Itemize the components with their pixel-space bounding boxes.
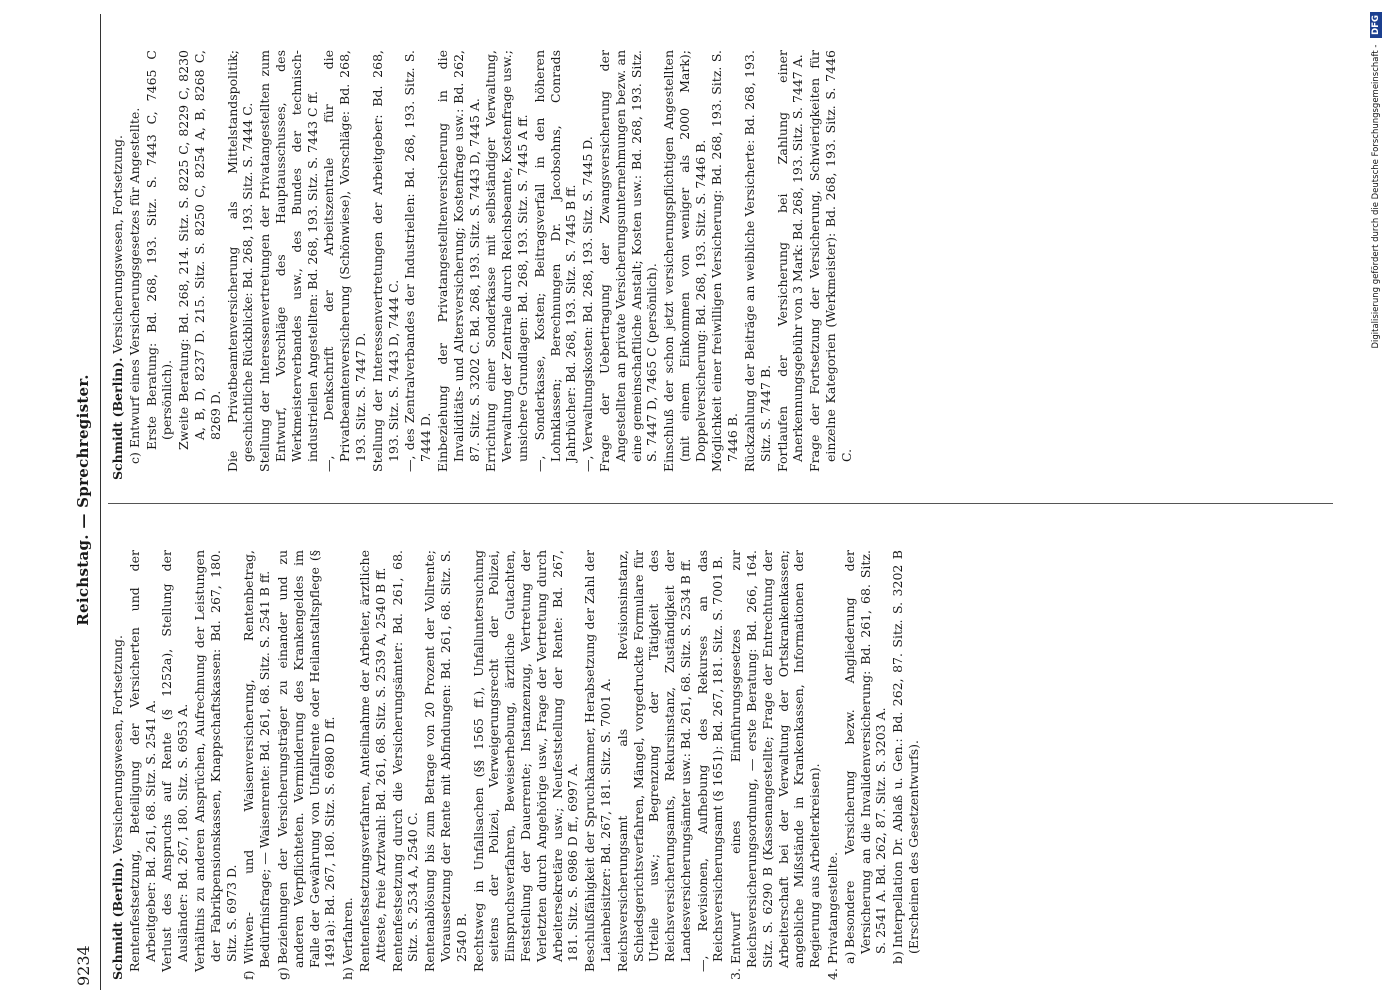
entry-text: Privatangestellte. [825, 851, 841, 964]
entry-text: Einschluß der schon jetzt versicherungspflichtigen Angestellten (mit einem Einkommen von weniger als 2000 Mark); Doppelversicherung: Bd. 268, 193. Sitz. S. 7446 B. [661, 50, 708, 472]
section-continuation: Versicherungswesen, Fortsetzung. [110, 135, 125, 354]
register-entry [321, 50, 368, 480]
entry-text: Witwen- und Waisenversicherung, Rentenbetrag, Bedürfnisfrage; — Waisenrente: Bd. 261, 68. Sitz. S. 2541 B ff. [241, 550, 273, 968]
register-entry [483, 50, 530, 480]
column-divider [108, 503, 1333, 504]
rotated-document-page [58, 0, 1373, 1000]
register-entry [435, 50, 482, 480]
entry-text: Möglichkeit einer freiwilligen Versicherung: Bd. 268, 193. Sitz. S. 7446 B. [709, 50, 741, 472]
entry-text: Fortlaufen der Versicherung bei Zahlung einer Anerkennungsgebühr von 3 Mark: Bd. 268, 193. Sitz. S. 7447 A. [774, 50, 806, 472]
entry-text: Rentenfestsetzung durch die Versicherungsämter: Bd. 261, 68. Sitz. S. 2534 A, 2540 C. [389, 550, 421, 972]
header-rule [100, 14, 101, 990]
entry-text: Interpellation Dr. Ablaß u. Gen.: Bd. 262, 87. Sitz. S. 3202 B (Erscheinen des Gesetzentwurfs). [890, 550, 922, 954]
entry-text: Stellung der Interessenvertretungen der Arbeitgeber: Bd. 268, 193. Sitz. S. 7443 D, 7444 C. [369, 50, 401, 472]
section-continuation: Versicherungswesen, Fortsetzung. [110, 635, 125, 854]
register-entry [661, 50, 708, 480]
register-entry [275, 550, 338, 980]
register-entry [597, 50, 660, 480]
entry-text: —, Sonderkasse, Kosten; Beitragsverfall in den höheren Lohnklassen; Berechnungen Dr. Jacobsohns, Conrads Jahrbücher: Bd. 268, 193. Sitz. S. 7445 B ff. [531, 50, 579, 472]
entry-text: —, Denkschrift der Arbeitszentrale für die Privatbeamtenversicherung (Schönwiese), Vorschläge: Bd. 268, 193. Sitz. S. 7447 D. [321, 50, 368, 472]
page-number: 9234 [74, 945, 93, 986]
register-entry [225, 50, 257, 480]
page-header [70, 0, 100, 1000]
entry-text: Rentenfestsetzungsverfahren, Anteilnahme der Arbeiter, ärztliche Atteste, freie Arztwahl: Bd. 261, 68. Sitz. S. 2539 A, 2540 B ff. [356, 550, 388, 972]
register-entry [580, 50, 596, 480]
entry-text: Erste Beratung: Bd. 268, 193. Sitz. S. 7443 C, 7465 C (persönlich). [143, 50, 175, 450]
entry-label: a) [841, 951, 857, 964]
page-title: Reichstag. — Sprechregister. [74, 374, 92, 626]
register-entry [370, 50, 402, 480]
register-entry [532, 50, 579, 480]
funding-notice: Digitalisierung gefördert durch die Deutsche Forschungsgemeinschaft - [1371, 44, 1381, 349]
entry-text: Entwurf eines Versicherungsgesetzes für Angestellte. [126, 107, 142, 448]
register-entry [159, 550, 191, 980]
right-column [110, 50, 856, 480]
register-entry [728, 550, 823, 980]
register-entry [192, 550, 239, 980]
register-entry [357, 550, 389, 980]
entry-label: 4. [825, 968, 841, 980]
entry-label: f) [241, 970, 257, 980]
entry-text: Errichtung einer Sonderkasse mit selbständiger Verwaltung, Verwaltung der Zentrale durch Reichsbeamte, Kostenfrage usw.; unsichere Grundlagen: Bd. 268, 193. Sitz. S. 7445 A ff. [483, 50, 530, 472]
register-entry [340, 550, 356, 980]
entry-label: b) [890, 951, 906, 964]
register-entry [471, 550, 582, 980]
entry-text: Einbeziehung der Privatangestelltenversicherung in die Invaliditäts- und Altersversicherung; Kostenfrage usw.: Bd. 262, 87. Sitz. S. 3202 C. Bd. 268, 193. Sitz. S. 7443 D, 7445 A. [434, 50, 482, 472]
entry-label: h) [340, 967, 356, 980]
register-entry [422, 550, 469, 980]
entry-text: Rückzahlung der Beiträge an weibliche Versicherte: Bd. 268, 193. Sitz. S. 7447 B. [742, 50, 773, 472]
entry-text: Zweite Beratung: Bd. 268, 214. Sitz. S. 8225 C, 8229 C, 8230 A, B, D, 8237 D. 215. Sitz. S. 8250 C, 8254 A, B, 8268 C, 8269 D. [176, 50, 223, 450]
speaker-name: Schmidt (Berlin). [110, 357, 125, 480]
right-column-heading [110, 50, 126, 480]
register-entry [695, 550, 727, 980]
entry-text: Rentenablösung bis zum Betrage von 20 Prozent der Vollrente; Voraussetzung der Rente mit Abfindungen: Bd. 261, 68. Sitz. S. 2540 B. [422, 550, 469, 972]
entry-text: Die Privatbeamtenversicherung als Mittelstandspolitik; geschichtliche Rückblicke: Bd. 268, 193. Sitz. S. 7444 C. [224, 50, 256, 472]
register-entry [807, 50, 854, 480]
entry-text: Entwurf eines Einführungsgesetzes zur Reichsversicherungsordnung, — erste Beratung: Bd. 266, 164. Sitz. S. 6290 B (Kassenangestellte; Frage der Entrechtung der Arbeiterschaft bei der Verwaltung der Ortskrankenkassen; angebliche Mißstände in Krankenkassen, Informationen der Regierung aus Arbeiterkreisen). [728, 550, 823, 968]
entry-text: Rentenfestsetzung, Beteiligung der Versicherten und der Arbeitgeber: Bd. 261, 68. Sitz. S. 2541 A. [126, 550, 158, 972]
entry-text: Reichsversicherungsamt als Revisionsinstanz, Schiedsgerichtsverfahren, Mängel, vorgedruckte Formulare für Urteile usw.; Begrenzung der Tätigkeit des Reichsversicherungsamts, Rekursinstanz, Zuständigkeit der Landesversicherungsämter usw.: Bd. 261, 68. Sitz. S. 2534 B ff. [614, 550, 693, 972]
entry-label: g) [274, 967, 290, 980]
entry-text: —, Verwaltungskosten: Bd. 268, 193. Sitz. S. 7445 D. [580, 136, 596, 472]
entry-text: —, Revisionen, Aufhebung des Rekurses an das Reichsversicherungsamt (§ 1651): Bd. 267, 181. Sitz. S. 7001 B. [694, 550, 726, 972]
speaker-name: Schmidt (Berlin). [110, 857, 125, 980]
register-entry [402, 50, 434, 480]
entry-text: Stellung der Interessenvertretungen der Privatangestellten zum Entwurf, Vorschläge des Hauptausschusses, des Werkmeisterverbandes usw., des Bundes der technisch-industriellen Angestellten: Bd. 268, 193. Sitz. S. 7443 C ff. [257, 50, 320, 472]
register-entry [582, 550, 614, 980]
digitization-banner [1370, 12, 1382, 988]
left-column-heading [110, 550, 126, 980]
register-entry [144, 50, 176, 480]
register-entry [257, 50, 320, 480]
entry-text: Frage der Fortsetzung der Versicherung, Schwierigkeiten für einzelne Kategorien (Werkmeister): Bd. 268, 193. Sitz. S. 7446 C. [807, 50, 854, 472]
register-entry [890, 550, 922, 980]
entry-text: Besondere Versicherung bezw. Angliederung der Versicherung an die Invalidenversicherung: Bd. 261, 68. Sitz. S. 2541 A. Bd. 262, 87. Sitz. S. 3203 A. [841, 550, 889, 954]
left-column [110, 550, 923, 980]
entry-text: Verfahren. [340, 897, 356, 964]
register-entry [842, 550, 889, 980]
entry-text: Frage der Uebertragung der Zwangsversicherung der Angestellten an private Versicherungsunternehmungen bezw. an eine gemeinschaftliche Anstalt; Kosten usw.: Bd. 268, 193. Sitz. S. 7447 D, 7465 C (persönlich). [596, 50, 660, 472]
entry-text: Beschlußfähigkeit der Spruchkammer, Herabsetzung der Zahl der Laienbeisitzer: Bd. 267, 181. Sitz. S. 7001 A. [582, 550, 613, 972]
register-entry [709, 50, 741, 480]
register-entry [127, 550, 159, 980]
register-entry [176, 50, 223, 480]
register-entry [615, 550, 694, 980]
entry-text: Verlust des Anspruchs auf Rente (§ 1252a), Stellung der Ausländer: Bd. 267, 180. Sitz. S. 6953 A. [159, 550, 191, 972]
register-entry [127, 50, 143, 480]
register-entry [390, 550, 422, 980]
entry-text: Rechtsweg in Unfallsachen (§§ 1565 ff.), Unfalluntersuchung seitens der Polizei, Verweigerungsrecht der Polizei, Einspruchsverfahren, Beweiserhebung, ärztliche Gutachten, Feststellung der Dauerrente; Instanzenzug, Vertretung der Verletzten durch Angehörige usw., Frage der Vertretung durch Arbeitersekretäre usw.; Neufeststellung der Rente: Bd. 267, 181. Sitz. S. 6986 D ff., 6997 A. [470, 550, 581, 972]
entry-label: c) [126, 452, 142, 464]
entry-label: 3. [728, 968, 744, 980]
entry-text: Beziehungen der Versicherungsträger zu einander und zu anderen Verpflichteten. Verminderung des Krankengeldes im Falle der Gewährung von Unfallrente oder Heilanstaltspflege (§ 1491a): Bd. 267, 180. Sitz. S. 6980 D ff. [274, 550, 338, 968]
register-entry [241, 550, 273, 980]
dfg-logo: DFG [1370, 12, 1382, 38]
entry-text: —, des Zentralverbandes der Industriellen: Bd. 268, 193. Sitz. S. 7444 D. [402, 50, 434, 472]
register-entry [742, 50, 774, 480]
register-entry [775, 50, 807, 480]
entry-text: Verhältnis zu anderen Ansprüchen, Aufrechnung der Leistungen der Fabrikpensionskassen, Knappschaftskassen: Bd. 267, 180. Sitz. S. 6973 D. [191, 550, 239, 972]
register-entry [825, 550, 841, 980]
